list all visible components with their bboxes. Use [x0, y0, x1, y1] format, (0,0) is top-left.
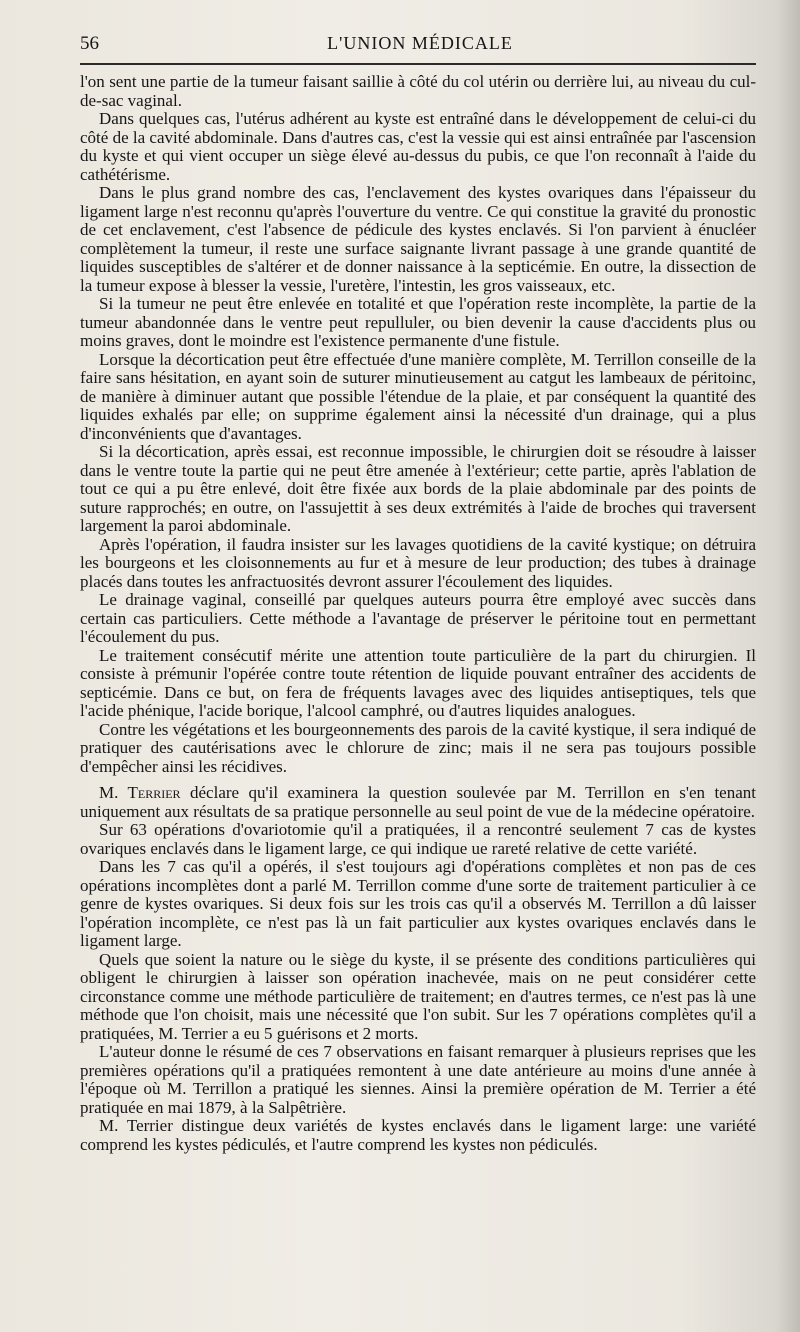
- paragraph: Dans les 7 cas qu'il a opérés, il s'est toujours agi d'opérations complètes et non pas de ces opérations incomplètes dont a parlé M. Terrillon comme d'une sorte de traitement particulier à ce genre de kystes ovariques. Si deux fois sur les trois cas qu'il a observés M. Terrillon a dû laisser l'opération incomplète, ce n'est pas là un fait particulier aux kystes ovariques enclavés dans le ligament large.: [80, 857, 756, 950]
- page-header: [80, 30, 760, 60]
- paragraph-text: déclare qu'il examinera la question soulevée par M. Terrillon en s'en tenant uniquement aux résultats de sa pratique personnelle au seul point de vue de la médecine opératoire.: [80, 783, 756, 821]
- paragraph: M. Terrier distingue deux variétés de kystes enclavés dans le ligament large: une variété comprend les kystes pédiculés, et l'autre comprend les kystes non pédiculés.: [80, 1116, 756, 1154]
- paragraph: Le drainage vaginal, conseillé par quelques auteurs pourra être employé avec succès dans certain cas particuliers. Cette méthode a l'avantage de préserver le péritoine tout en permettant l'écoulement du pus.: [80, 590, 756, 646]
- paragraph: Sur 63 opérations d'ovariotomie qu'il a pratiquées, il a rencontré seulement 7 cas de kystes ovariques enclavés dans le ligament large, ce qui indique ue rareté relative de cette variété.: [80, 820, 756, 858]
- speaker-name: M. Terrier: [99, 783, 181, 802]
- paragraph: Contre les végétations et les bourgeonnements des parois de la cavité kystique, il sera indiqué de pratiquer des cautérisations avec le chlorure de zinc; mais il ne sera pas toujours possible d'empêcher ainsi les récidives.: [80, 719, 756, 776]
- article-body: [80, 73, 756, 1154]
- paragraph: Dans le plus grand nombre des cas, l'enclavement des kystes ovariques dans l'épaisseur du ligament large n'est reconnu qu'après l'ouverture du ventre. Ce qui constitue la gravité du pronostic de cet enclavement, c'est l'absence de pédicule des kystes enclavés. Si l'on parvient à énucléer complètement la tumeur, il reste une surface saignante livrant passage à une grande quantité de liquides susceptibles de s'altérer et de donner naissance à la septicémie. En outre, la dissection de la tumeur expose à blesser la vessie, l'uretère, l'intestin, les gros vaisseaux, etc.: [80, 183, 756, 295]
- page-number: 56: [80, 33, 99, 54]
- running-title: L'UNION MÉDICALE: [327, 33, 513, 53]
- paragraph: l'on sent une partie de la tumeur faisant saillie à côté du col utérin ou derrière lui, au niveau du cul-de-sac vaginal.: [80, 72, 756, 110]
- paragraph: L'auteur donne le résumé de ces 7 observations en faisant remarquer à plusieurs reprises que les premières opérations qu'il a pratiquées remontent à une date antérieure au moins d'une année à l'époque où M. Terrillon a pratiqué les siennes. Ainsi la première opération de M. Terrier a été pratiquée en mai 1879, à la Salpêtrière.: [80, 1042, 756, 1117]
- paragraph: Si la décortication, après essai, est reconnue impossible, le chirurgien doit se résoudre à laisser dans le ventre toute la partie qui ne peut être amenée à l'extérieur; cette partie, après l'ablation de tout ce qui a pu être enlevé, doit être fixée aux bords de la plaie abdominale par des points de suture rapprochés; en outre, on l'assujettit à ses deux extrémités à l'aide de broches qui traversent largement la paroi abdominale.: [80, 442, 756, 535]
- terrier-intro-paragraph: [80, 784, 756, 821]
- paragraph: Quels que soient la nature ou le siège du kyste, il se présente des conditions particulières qui obligent le chirurgien à laisser son opération inachevée, mais on ne peut considérer cette circonstance comme une méthode particulière de traitement; en d'autres termes, ce n'est pas là une méthode que l'on choisit, mais une nécessité que l'on subit. Sur les 7 opérations complètes qu'il a pratiquées, M. Terrier a eu 5 guérisons et 2 morts.: [80, 949, 756, 1043]
- paragraph: Si la tumeur ne peut être enlevée en totalité et que l'opération reste incomplète, la partie de la tumeur abandonnée dans le ventre peut repulluler, ou bien devenir la cause d'accidents plus ou moins graves, dont le moindre est l'existence permanente d'une fistule.: [80, 294, 756, 350]
- paragraph: Après l'opération, il faudra insister sur les lavages quotidiens de la cavité kystique; on détruira les bourgeons et les cloisonnements au fur et à mesure de leur production; des tubes à drainage placés dans toutes les anfractuosités devront assurer l'écoulement des liquides.: [80, 534, 756, 591]
- paragraph: Le traitement consécutif mérite une attention toute particulière de la part du chirurgien. Il consiste à prémunir l'opérée contre toute rétention de liquide pouvant entraîner des accidents de septicémie. Dans ce but, on fera de fréquents lavages avec des liquides antiseptiques, tels que l'acide phénique, l'acide borique, l'alcool camphré, ou d'autres liquides analogues.: [80, 645, 756, 720]
- paragraph: Dans quelques cas, l'utérus adhérent au kyste est entraîné dans le développement de celui-ci du côté de la cavité abdominale. Dans d'autres cas, c'est la vessie qui est ainsi entraînée par l'ascension du kyste et qui vient occuper un siège élevé au-dessus du pubis, ce que l'on reconnaît à l'aide du cathétérisme.: [80, 109, 756, 184]
- paragraph: Lorsque la décortication peut être effectuée d'une manière complète, M. Terrillon conseille de la faire sans hésitation, en ayant soin de suturer minutieusement au catgut les lambeaux de péritoinc, de manière à diminuer autant que possible l'étendue de la plaie, et par conséquent la quantité des liquides exhalés par elle; on supprime également ainsi la nécessité d'un drainage, qui a plus d'inconvénients que d'avantages.: [80, 349, 756, 443]
- header-rule: [80, 63, 756, 65]
